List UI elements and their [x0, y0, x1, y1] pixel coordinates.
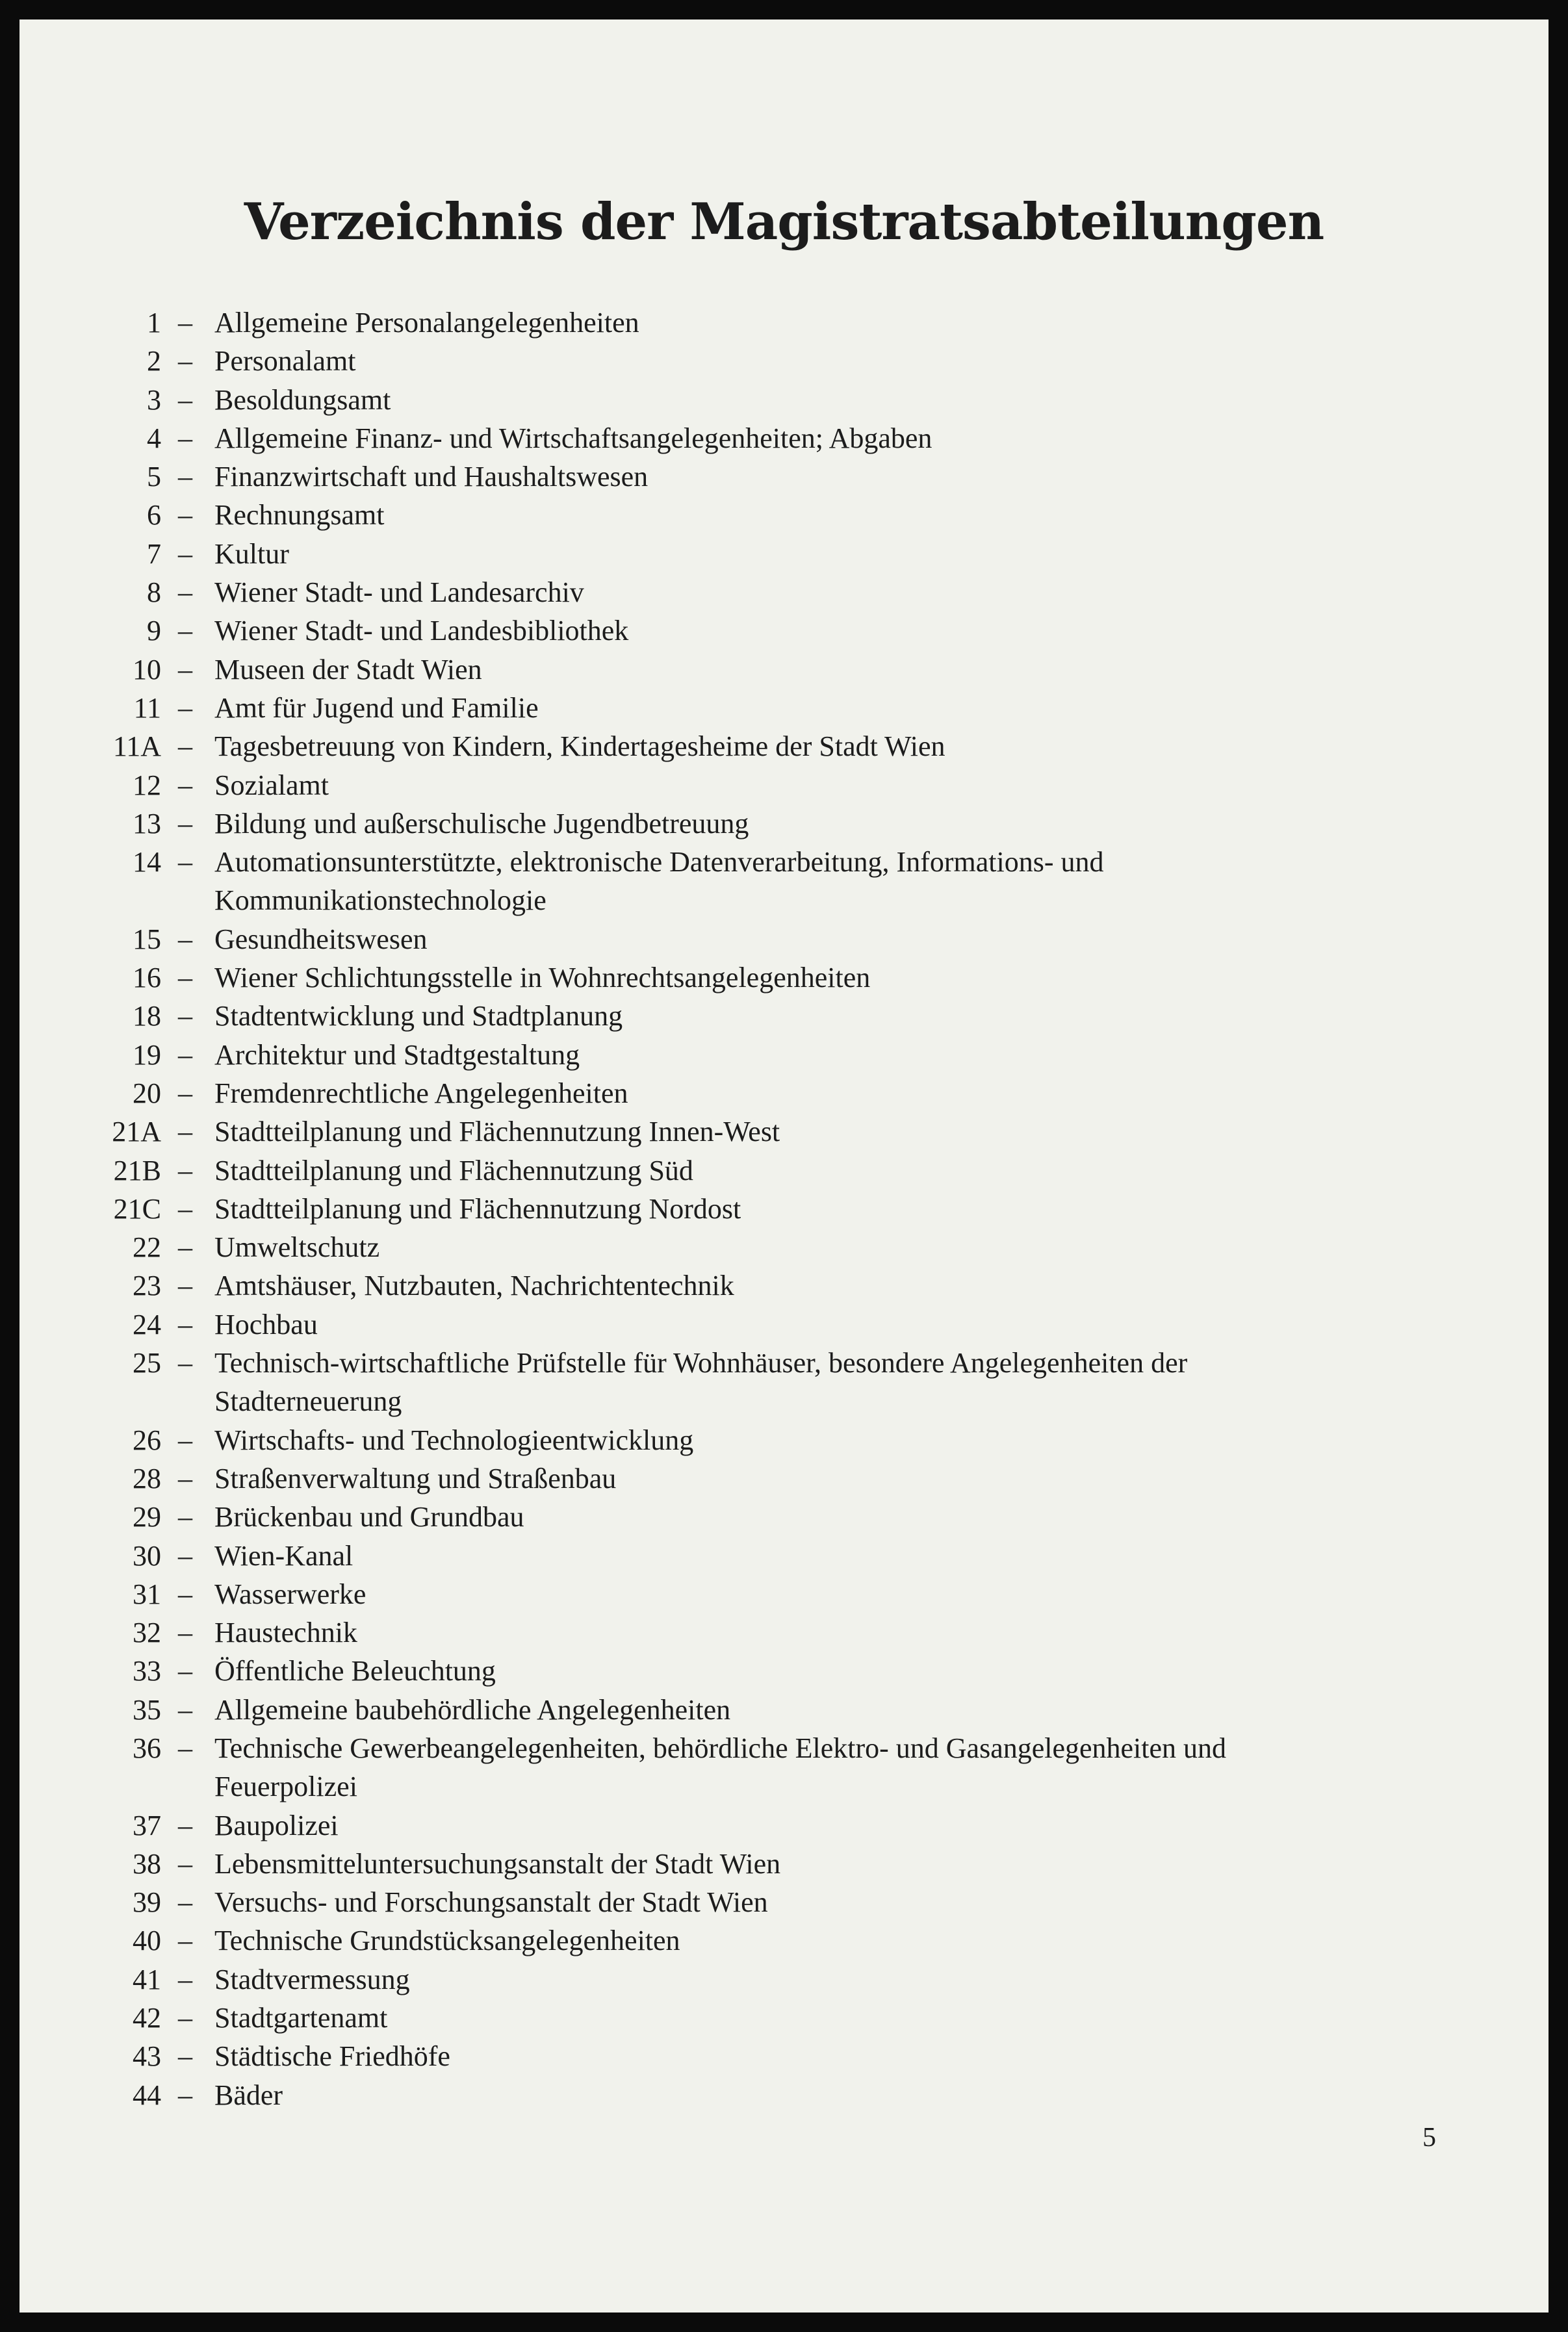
list-item: [19, 650, 1549, 689]
list-item: [19, 1960, 1549, 1999]
department-number: 2: [147, 345, 161, 378]
department-name: Wiener Stadt- und Landesarchiv: [214, 576, 584, 609]
list-item: [19, 1845, 1549, 1883]
department-name: Wiener Schlichtungsstelle in Wohnrechtsangelegenheiten: [214, 962, 871, 994]
list-item: [19, 1459, 1549, 1498]
department-name: Stadtvermessung: [214, 1963, 410, 1995]
department-name: Tagesbetreuung von Kindern, Kindertagesheime der Stadt Wien: [214, 730, 945, 763]
department-name: Museen der Stadt Wien: [214, 653, 482, 686]
separator-dash: –: [178, 1732, 192, 1764]
separator-dash: –: [178, 1809, 192, 1841]
list-item: [19, 1305, 1549, 1344]
list-item: [19, 342, 1549, 380]
separator-dash: –: [178, 1231, 192, 1264]
department-number: 36: [133, 1732, 161, 1764]
department-name: Stadtteilplanung und Flächennutzung Nordost: [214, 1192, 741, 1225]
department-name: Stadtentwicklung und Stadtplanung: [214, 1000, 623, 1032]
list-item: [19, 419, 1549, 457]
separator-dash: –: [178, 1424, 192, 1456]
separator-dash: –: [178, 2079, 192, 2111]
separator-dash: –: [178, 576, 192, 609]
department-number: 43: [133, 2040, 161, 2073]
list-item: [19, 1729, 1549, 1806]
separator-dash: –: [178, 846, 192, 878]
department-number: 25: [133, 1347, 161, 1379]
list-item: [19, 727, 1549, 765]
list-item: [19, 1190, 1549, 1228]
department-name: Technisch-wirtschaftliche Prüfstelle für Wohnhäuser, besondere Angelegenheiten der Stadterneuerung: [214, 1347, 1188, 1418]
department-name: Fremdenrechtliche Angelegenheiten: [214, 1077, 628, 1109]
list-item: [19, 1036, 1549, 1074]
list-item: [19, 1074, 1549, 1112]
department-name: Wien-Kanal: [214, 1539, 353, 1572]
list-item: [19, 1421, 1549, 1459]
list-item: [19, 2037, 1549, 2075]
department-number: 19: [133, 1038, 161, 1071]
list-item: [19, 457, 1549, 496]
separator-dash: –: [178, 1693, 192, 1726]
department-name: Personalamt: [214, 345, 356, 378]
separator-dash: –: [178, 1308, 192, 1340]
department-number: 21A: [112, 1116, 161, 1148]
department-name: Umweltschutz: [214, 1231, 380, 1264]
department-number: 39: [133, 1886, 161, 1919]
separator-dash: –: [178, 1617, 192, 1649]
separator-dash: –: [178, 1963, 192, 1995]
department-name: Stadtgartenamt: [214, 2002, 388, 2034]
separator-dash: –: [178, 1192, 192, 1225]
list-item: [19, 1999, 1549, 2037]
department-list: [19, 303, 1549, 2114]
department-number: 29: [133, 1501, 161, 1533]
department-name: Technische Gewerbeangelegenheiten, behördliche Elektro- und Gasangelegenheiten und Feuerpolizei: [214, 1732, 1227, 1803]
department-name: Kultur: [214, 537, 289, 570]
department-name: Rechnungsamt: [214, 499, 385, 532]
list-item: [19, 958, 1549, 997]
department-number: 41: [133, 1963, 161, 1995]
department-name: Allgemeine Finanz- und Wirtschaftsangelegenheiten; Abgaben: [214, 422, 932, 454]
list-item: [19, 1266, 1549, 1305]
list-item: [19, 920, 1549, 958]
list-item: [19, 1806, 1549, 1845]
list-item: [19, 766, 1549, 804]
department-name: Wiener Stadt- und Landesbibliothek: [214, 615, 629, 647]
department-number: 28: [133, 1462, 161, 1494]
department-number: 31: [133, 1578, 161, 1610]
list-item: [19, 689, 1549, 727]
department-name: Lebensmitteluntersuchungsanstalt der Stadt Wien: [214, 1847, 781, 1880]
department-number: 12: [133, 769, 161, 801]
department-name: Stadtteilplanung und Flächennutzung Süd: [214, 1154, 693, 1186]
department-number: 7: [147, 537, 161, 570]
department-number: 33: [133, 1655, 161, 1687]
separator-dash: –: [178, 1038, 192, 1071]
document-page: [19, 19, 1549, 2313]
separator-dash: –: [178, 730, 192, 763]
department-name: Besoldungsamt: [214, 383, 391, 416]
separator-dash: –: [178, 383, 192, 416]
separator-dash: –: [178, 1925, 192, 1957]
separator-dash: –: [178, 1886, 192, 1919]
separator-dash: –: [178, 615, 192, 647]
separator-dash: –: [178, 923, 192, 955]
department-number: 10: [133, 653, 161, 686]
list-item: [19, 1883, 1549, 1921]
list-item: [19, 573, 1549, 611]
department-number: 40: [133, 1925, 161, 1957]
department-number: 14: [133, 846, 161, 878]
list-item: [19, 1921, 1549, 1960]
department-name: Stadtteilplanung und Flächennutzung Innen-West: [214, 1116, 780, 1148]
department-name: Allgemeine Personalangelegenheiten: [214, 307, 639, 339]
department-name: Wasserwerke: [214, 1578, 366, 1610]
department-number: 5: [147, 461, 161, 493]
list-item: [19, 1691, 1549, 1729]
separator-dash: –: [178, 1270, 192, 1302]
list-item: [19, 303, 1549, 342]
separator-dash: –: [178, 1578, 192, 1610]
list-item: [19, 1652, 1549, 1690]
department-number: 20: [133, 1077, 161, 1109]
separator-dash: –: [178, 1347, 192, 1379]
page-title: Verzeichnis der Magistratsabteilungen: [244, 192, 1324, 251]
separator-dash: –: [178, 807, 192, 839]
department-name: Amtshäuser, Nutzbauten, Nachrichtentechnik: [214, 1270, 734, 1302]
list-item: [19, 381, 1549, 419]
department-name: Technische Grundstücksangelegenheiten: [214, 1925, 680, 1957]
department-number: 4: [147, 422, 161, 454]
department-number: 37: [133, 1809, 161, 1841]
department-number: 9: [147, 615, 161, 647]
separator-dash: –: [178, 1847, 192, 1880]
department-name: Finanzwirtschaft und Haushaltswesen: [214, 461, 649, 493]
department-number: 21B: [113, 1154, 161, 1186]
department-number: 11A: [112, 730, 161, 763]
list-item: [19, 611, 1549, 650]
department-name: Baupolizei: [214, 1809, 339, 1841]
department-name: Haustechnik: [214, 1617, 357, 1649]
department-name: Bäder: [214, 2079, 283, 2111]
page-number: 5: [1422, 2123, 1436, 2153]
list-item: [19, 1112, 1549, 1151]
list-item: [19, 1151, 1549, 1190]
list-item: [19, 997, 1549, 1035]
department-number: 24: [133, 1308, 161, 1340]
department-name: Straßenverwaltung und Straßenbau: [214, 1462, 617, 1494]
department-name: Gesundheitswesen: [214, 923, 428, 955]
department-name: Allgemeine baubehördliche Angelegenheiten: [214, 1693, 731, 1726]
department-name: Automationsunterstützte, elektronische Datenverarbeitung, Informations- und Kommunikationstechnologie: [214, 846, 1104, 917]
list-item: [19, 1498, 1549, 1536]
department-number: 8: [147, 576, 161, 609]
separator-dash: –: [178, 1539, 192, 1572]
separator-dash: –: [178, 2002, 192, 2034]
department-name: Hochbau: [214, 1308, 318, 1340]
separator-dash: –: [178, 307, 192, 339]
department-number: 3: [147, 383, 161, 416]
department-name: Öffentliche Beleuchtung: [214, 1655, 496, 1687]
list-item: [19, 1228, 1549, 1266]
separator-dash: –: [178, 691, 192, 724]
separator-dash: –: [178, 1501, 192, 1533]
department-number: 13: [133, 807, 161, 839]
separator-dash: –: [178, 1154, 192, 1186]
list-item: [19, 535, 1549, 573]
department-number: 32: [133, 1617, 161, 1649]
department-name: Städtische Friedhöfe: [214, 2040, 450, 2073]
department-name: Brückenbau und Grundbau: [214, 1501, 524, 1533]
department-number: 35: [133, 1693, 161, 1726]
separator-dash: –: [178, 1462, 192, 1494]
list-item: [19, 843, 1549, 920]
list-item: [19, 1613, 1549, 1652]
list-item: [19, 1344, 1549, 1421]
department-number: 22: [133, 1231, 161, 1264]
department-number: 38: [133, 1847, 161, 1880]
department-number: 42: [133, 2002, 161, 2034]
department-number: 1: [147, 307, 161, 339]
separator-dash: –: [178, 461, 192, 493]
separator-dash: –: [178, 653, 192, 686]
department-number: 23: [133, 1270, 161, 1302]
department-number: 18: [133, 1000, 161, 1032]
list-item: [19, 1537, 1549, 1575]
separator-dash: –: [178, 537, 192, 570]
department-number: 26: [133, 1424, 161, 1456]
department-name: Versuchs- und Forschungsanstalt der Stadt Wien: [214, 1886, 768, 1919]
list-item: [19, 2076, 1549, 2114]
department-number: 15: [133, 923, 161, 955]
department-number: 30: [133, 1539, 161, 1572]
department-name: Amt für Jugend und Familie: [214, 691, 539, 724]
department-name: Architektur und Stadtgestaltung: [214, 1038, 580, 1071]
separator-dash: –: [178, 1116, 192, 1148]
separator-dash: –: [178, 1000, 192, 1032]
department-number: 21C: [113, 1192, 161, 1225]
separator-dash: –: [178, 499, 192, 532]
separator-dash: –: [178, 422, 192, 454]
separator-dash: –: [178, 345, 192, 378]
department-number: 6: [147, 499, 161, 532]
list-item: [19, 496, 1549, 534]
separator-dash: –: [178, 769, 192, 801]
department-number: 11: [133, 691, 161, 724]
department-number: 44: [133, 2079, 161, 2111]
department-number: 16: [133, 962, 161, 994]
separator-dash: –: [178, 2040, 192, 2073]
list-item: [19, 804, 1549, 843]
separator-dash: –: [178, 1655, 192, 1687]
department-name: Bildung und außerschulische Jugendbetreuung: [214, 807, 749, 839]
list-item: [19, 1575, 1549, 1613]
department-name: Wirtschafts- und Technologieentwicklung: [214, 1424, 694, 1456]
separator-dash: –: [178, 962, 192, 994]
department-name: Sozialamt: [214, 769, 329, 801]
separator-dash: –: [178, 1077, 192, 1109]
